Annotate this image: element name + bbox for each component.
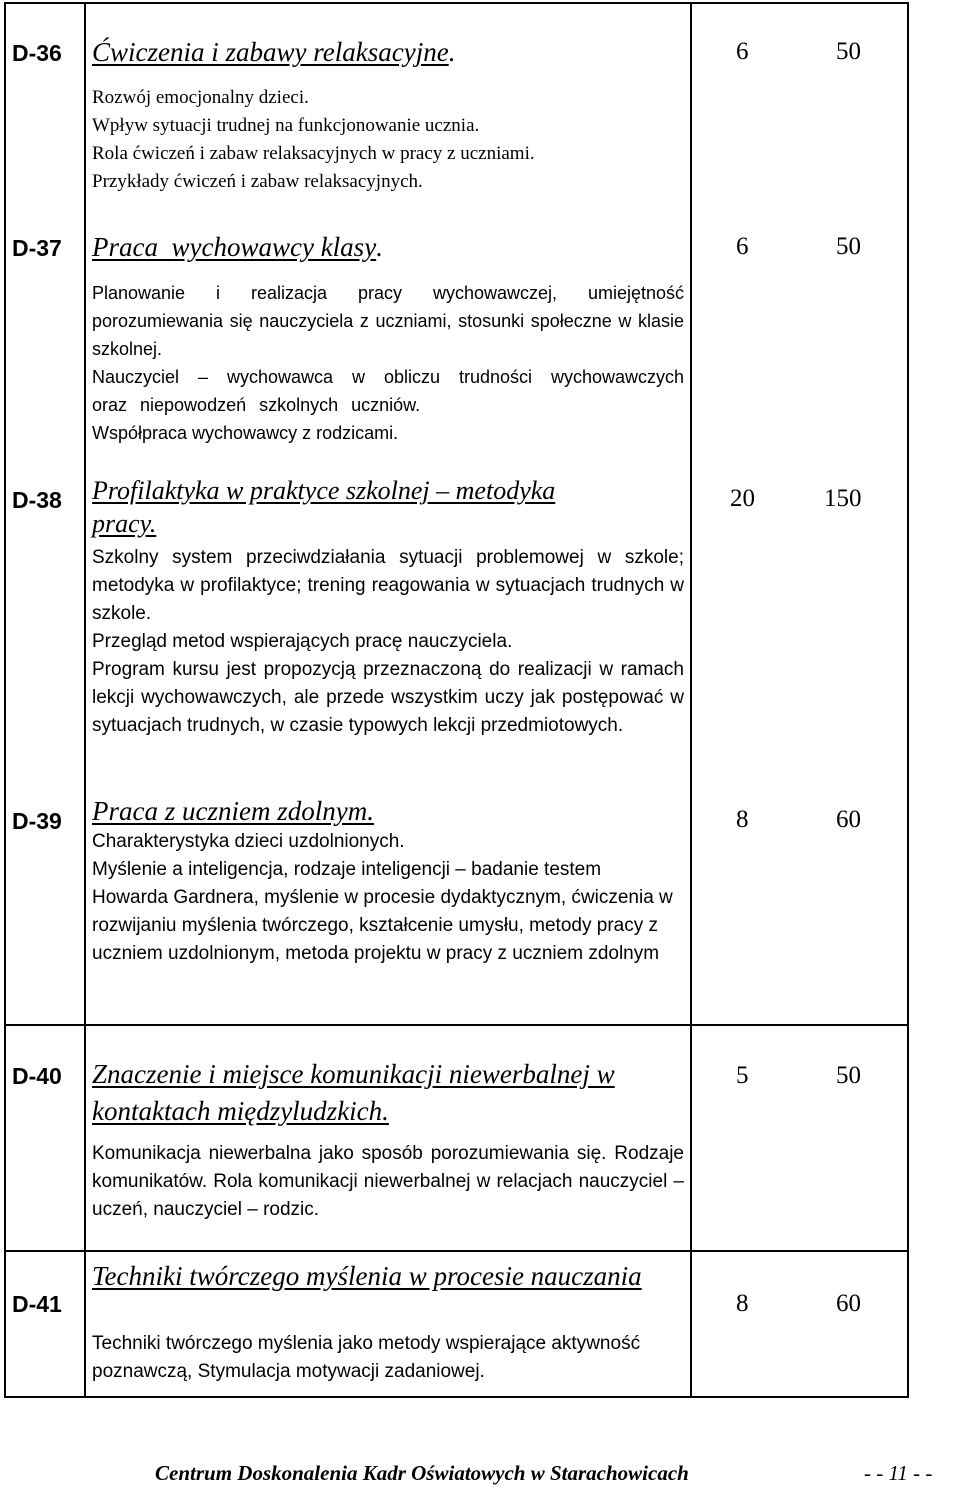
module-code: D-38 bbox=[12, 487, 62, 513]
description-line: Charakterystyka dzieci uzdolnionych. bbox=[92, 831, 405, 852]
description-line: Rozwój emocjonalny dzieci. bbox=[92, 87, 309, 108]
module-title: Techniki twórczego myślenia w procesie nauczania bbox=[92, 1261, 642, 1291]
table-border-right bbox=[907, 2, 909, 1398]
description-line: Program kursu jest propozycją przeznaczoną do realizacji w ramach lekcji wychowawczych, ale przede wszystkim uczy jak postępować w sytuacjach trudnych, w czasie typowych lekcji przedmiotowych. bbox=[92, 659, 684, 736]
module-title: Profilaktyka w praktyce szkolnej – metodyka pracy. bbox=[92, 476, 556, 538]
cost-value: 60 bbox=[836, 806, 861, 833]
module-description bbox=[92, 279, 684, 447]
hours-value: 8 bbox=[736, 1290, 749, 1317]
cost-value: 60 bbox=[836, 1290, 861, 1317]
table-border-bottom bbox=[4, 1396, 909, 1398]
module-description bbox=[92, 84, 684, 196]
table-row-separator bbox=[4, 1024, 909, 1026]
table-border-top bbox=[4, 2, 909, 4]
module-title-text: Ćwiczenia i zabawy relaksacyjne bbox=[92, 37, 449, 67]
table-border-left bbox=[4, 2, 6, 1398]
description-line: Planowanie i realizacja pracy wychowawczej, umiejętność porozumiewania się nauczyciela z uczniami, stosunki społeczne w klasie szkolnej. bbox=[92, 283, 684, 359]
hours-value: 20 bbox=[730, 485, 755, 512]
module-description bbox=[92, 1140, 684, 1224]
module-description bbox=[92, 544, 684, 740]
module-code: D-36 bbox=[12, 40, 62, 66]
module-code: D-41 bbox=[12, 1291, 62, 1317]
description-line: Nauczyciel – wychowawca w obliczu trudności wychowawczych oraz niepowodzeń szkolnych uczniów. bbox=[92, 367, 684, 415]
cost-value: 50 bbox=[836, 1062, 861, 1089]
hours-value: 5 bbox=[736, 1062, 749, 1089]
description-line: Szkolny system przeciwdziałania sytuacji problemowej w szkole; metodyka w profilaktyce; trening reagowania w sytuacjach trudnych w szkole. bbox=[92, 547, 684, 624]
description-line: Przegląd metod wspierających pracę nauczyciela. bbox=[92, 631, 513, 652]
footer-institution: Centrum Doskonalenia Kadr Oświatowych w Starachowicach bbox=[155, 1461, 689, 1485]
module-code: D-39 bbox=[12, 808, 62, 834]
module-title-suffix: . bbox=[448, 37, 456, 67]
cost-value: 50 bbox=[836, 233, 861, 260]
module-description bbox=[92, 828, 680, 968]
cost-value: 50 bbox=[836, 38, 861, 65]
hours-value: 8 bbox=[736, 806, 749, 833]
description-line: Techniki twórczego myślenia jako metody wspierające aktywność poznawczą, Stymulacja motywacji zadaniowej. bbox=[92, 1333, 641, 1382]
module-title-suffix: . bbox=[376, 232, 383, 262]
module-code: D-40 bbox=[12, 1063, 62, 1089]
description-line: Komunikacja niewerbalna jako sposób porozumiewania się. Rodzaje komunikatów. Rola komunikacji niewerbalnej w relacjach nauczyciel – uczeń, nauczyciel – rodzic. bbox=[92, 1143, 684, 1220]
page-number: - - 11 - - bbox=[864, 1461, 933, 1485]
module-title-text: Praca wychowawcy klasy bbox=[92, 232, 377, 262]
cost-value: 150 bbox=[824, 485, 862, 512]
module-title: Znaczenie i miejsce komunikacji niewerbalnej w kontaktach międzyludzkich. bbox=[92, 1059, 615, 1126]
description-line: Współpraca wychowawcy z rodzicami. bbox=[92, 423, 399, 443]
description-line: Wpływ sytuacji trudnej na funkcjonowanie ucznia. bbox=[92, 115, 480, 136]
module-code: D-37 bbox=[12, 235, 62, 261]
module-title: Praca z uczniem zdolnym. bbox=[92, 796, 374, 826]
hours-value: 6 bbox=[736, 233, 749, 260]
table-border-code bbox=[84, 2, 86, 1398]
module-title bbox=[92, 231, 687, 264]
description-line: Przykłady ćwiczeń i zabaw relaksacyjnych. bbox=[92, 171, 423, 192]
description-line: Myślenie a inteligencja, rodzaje inteligencji – badanie testem Howarda Gardnera, myślenie w procesie dydaktycznym, ćwiczenia w rozwijaniu myślenia twórczego, kształcenie umysłu, metody pracy z uczniem uzdolnionym, metoda projektu w pracy z uczniem zdolnym bbox=[92, 859, 673, 964]
table-row-separator bbox=[4, 1250, 909, 1252]
module-description bbox=[92, 1330, 682, 1386]
table-border-content bbox=[690, 2, 692, 1398]
description-line: Rola ćwiczeń i zabaw relaksacyjnych w pracy z uczniami. bbox=[92, 143, 535, 164]
module-title bbox=[92, 36, 687, 69]
hours-value: 6 bbox=[736, 38, 749, 65]
